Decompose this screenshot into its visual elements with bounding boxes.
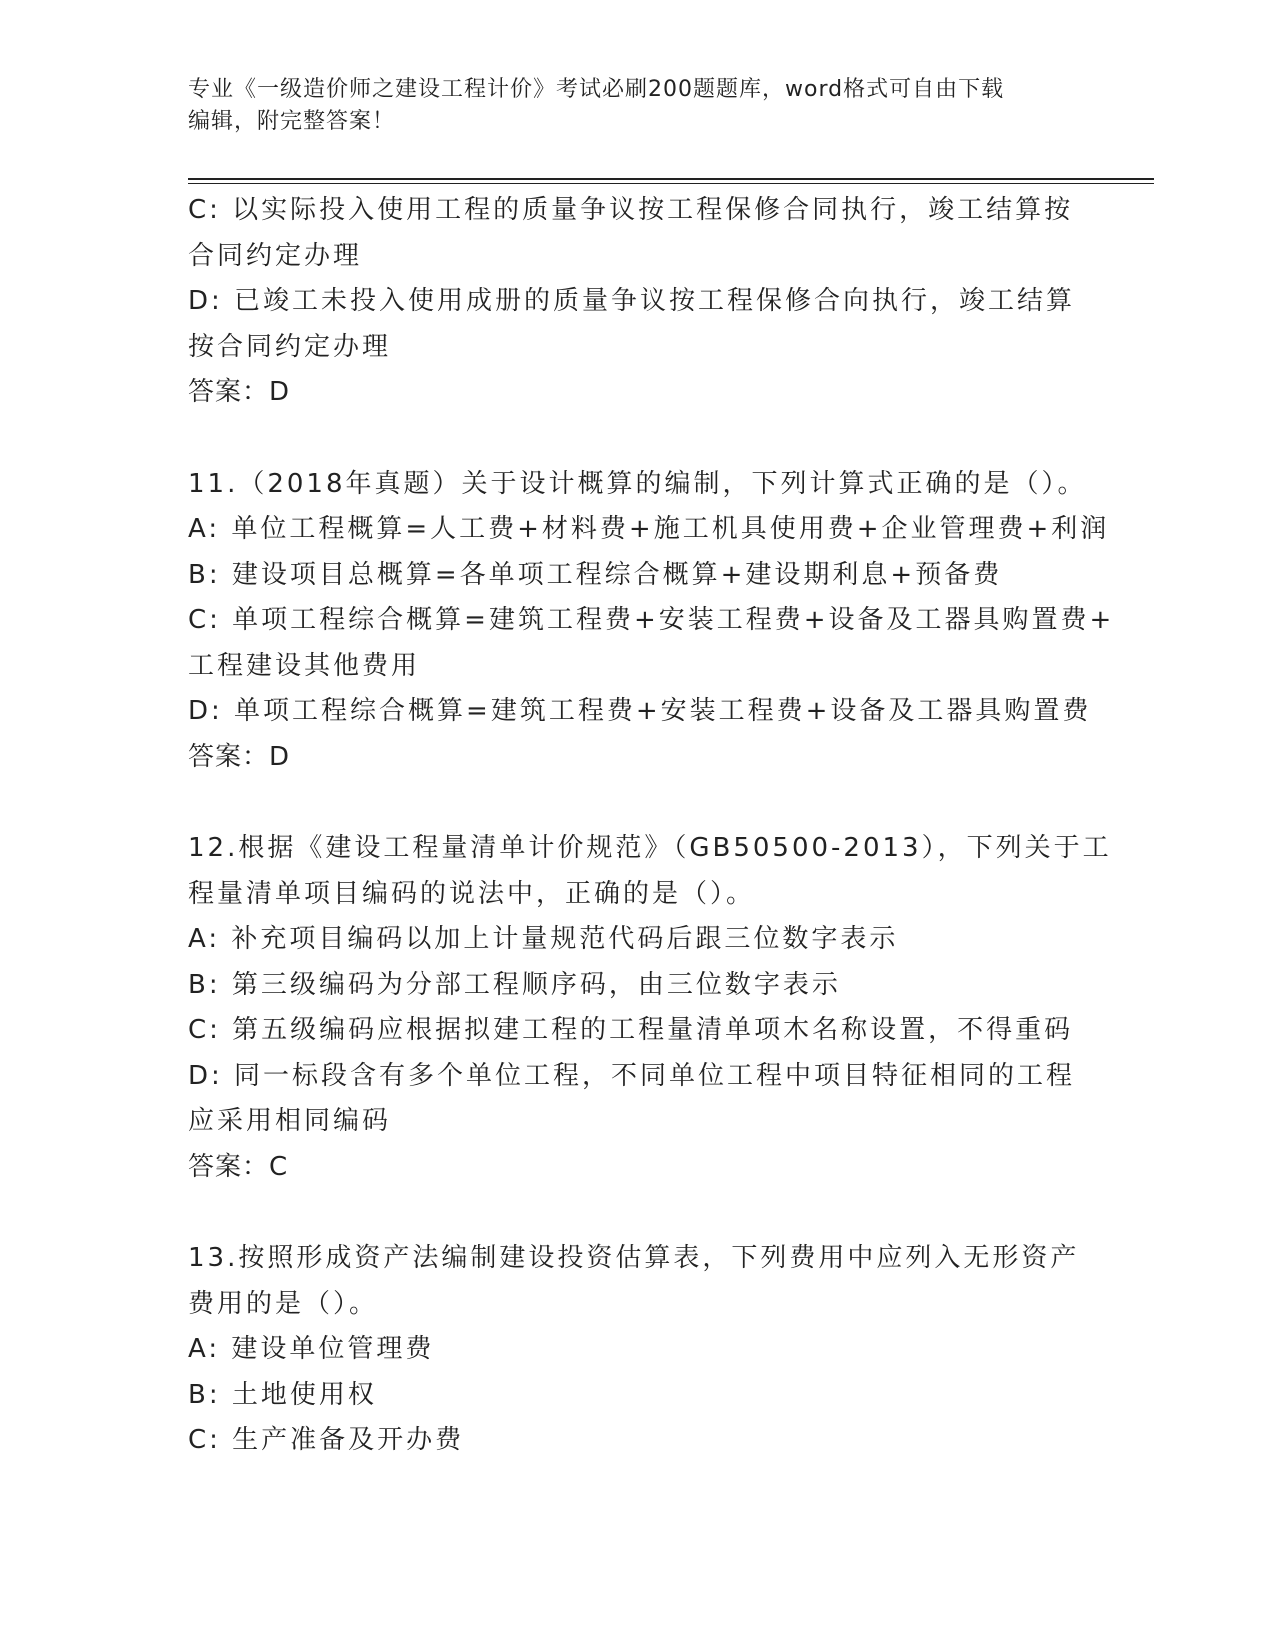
option-a: A: 建设单位管理费 <box>188 1334 435 1364</box>
option-c: C: 第五级编码应根据拟建工程的工程量清单项木名称设置，不得重码 <box>188 1015 1074 1045</box>
option-a: A: 补充项目编码以加上计量规范代码后跟三位数字表示 <box>188 924 899 954</box>
question-12 <box>188 826 1112 1190</box>
question-13 <box>188 1236 1088 1464</box>
option-d-line-2: 应采用相同编码 <box>188 1106 392 1136</box>
document-header <box>188 74 1068 138</box>
question-stem: 11.（2018年真题）关于设计概算的编制，下列计算式正确的是（）。 <box>188 468 1087 499</box>
option-b: B: 建设项目总概算=各单项工程综合概算+建设期利息+预备费 <box>188 559 1003 590</box>
spacer <box>188 780 1088 826</box>
option-b: B: 第三级编码为分部工程顺序码，由三位数字表示 <box>188 969 841 1000</box>
option-d-line-2: 按合同约定办理 <box>188 331 392 362</box>
header-title-line-1: 专业《一级造价师之建设工程计价》考试必刷200题题库，word格式可自由下载 <box>188 77 1005 102</box>
option-d: D: 单项工程综合概算=建筑工程费+安装工程费+设备及工器具购置费 <box>188 696 1092 726</box>
option-c-line-1: C: 单项工程综合概算=建筑工程费+安装工程费+设备及工器具购置费+ <box>188 605 1115 635</box>
question-11 <box>188 462 1115 781</box>
header-divider-thick <box>188 178 1154 180</box>
spacer <box>188 1190 1088 1236</box>
option-c: C: 生产准备及开办费 <box>188 1425 465 1455</box>
option-d-line-1: D: 同一标段含有多个单位工程，不同单位工程中项目特征相同的工程 <box>188 1060 1076 1091</box>
option-d-line-1: D: 已竣工未投入使用成册的质量争议按工程保修合向执行，竣工结算 <box>188 286 1076 316</box>
question-stem-line-2: 程量清单项目编码的说法中，正确的是（）。 <box>188 878 756 909</box>
answer: 答案：D <box>188 377 291 407</box>
question-content <box>188 188 1115 1464</box>
header-title-line-2: 编辑，附完整答案！ <box>188 109 396 134</box>
answer: 答案：C <box>188 1151 289 1182</box>
question-stem-line-1: 12.根据《建设工程量清单计价规范》（GB50500-2013），下列关于工 <box>188 833 1112 863</box>
header-divider-thin <box>188 183 1154 184</box>
option-b: B: 土地使用权 <box>188 1379 377 1410</box>
question-10-tail <box>188 188 1088 416</box>
spacer <box>188 416 1088 462</box>
question-stem-line-2: 费用的是（）。 <box>188 1288 379 1319</box>
option-a: A: 单位工程概算=人工费+材料费+施工机具使用费+企业管理费+利润 <box>188 514 1110 544</box>
question-stem-line-1: 13.按照形成资产法编制建设投资估算表，下列费用中应列入无形资产 <box>188 1243 1080 1273</box>
option-c-line-1: C: 以实际投入使用工程的质量争议按工程保修合同执行，竣工结算按 <box>188 195 1074 225</box>
option-c-line-2: 合同约定办理 <box>188 240 363 271</box>
answer: 答案：D <box>188 741 291 772</box>
option-c-line-2: 工程建设其他费用 <box>188 650 421 681</box>
